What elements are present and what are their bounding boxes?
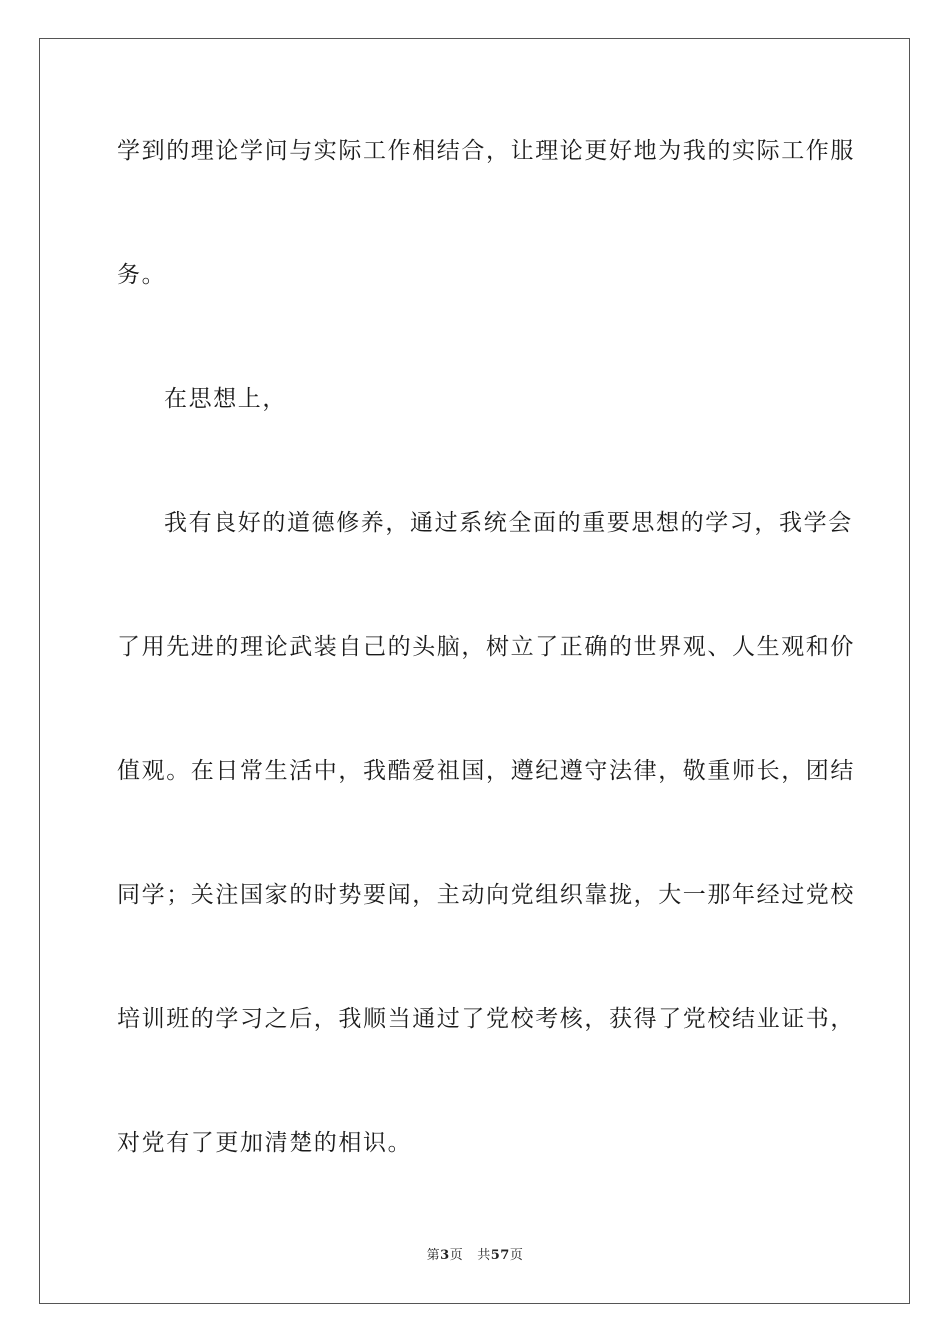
page-prefix: 第 — [426, 1248, 441, 1263]
paragraph-line-3: 在思想上， — [164, 386, 287, 412]
total-prefix: 共 — [477, 1248, 491, 1263]
page-border — [39, 38, 910, 1304]
paragraph-line-5: 了用先进的理论武装自己的头脑，树立了正确的世界观、人生观和价 — [117, 634, 855, 660]
total-pages: 57 — [490, 1248, 510, 1263]
page-number: 3 — [440, 1248, 450, 1263]
page-footer — [0, 1247, 950, 1265]
paragraph-line-6: 值观。在日常生活中，我酷爱祖国，遵纪遵守法律，敬重师长，团结 — [117, 758, 855, 784]
paragraph-line-9: 对党有了更加清楚的相识。 — [117, 1130, 413, 1156]
paragraph-line-4: 我有良好的道德修养，通过系统全面的重要思想的学习，我学会 — [164, 510, 853, 536]
page-suffix: 页 — [449, 1248, 464, 1263]
paragraph-line-2: 务。 — [117, 262, 167, 288]
paragraph-line-8: 培训班的学习之后，我顺当通过了党校考核，获得了党校结业证书， — [117, 1006, 855, 1032]
paragraph-line-1: 学到的理论学问与实际工作相结合，让理论更好地为我的实际工作服 — [117, 138, 855, 164]
paragraph-line-7: 同学；关注国家的时势要闻，主动向党组织靠拢，大一那年经过党校 — [117, 882, 855, 908]
total-suffix: 页 — [509, 1248, 524, 1263]
